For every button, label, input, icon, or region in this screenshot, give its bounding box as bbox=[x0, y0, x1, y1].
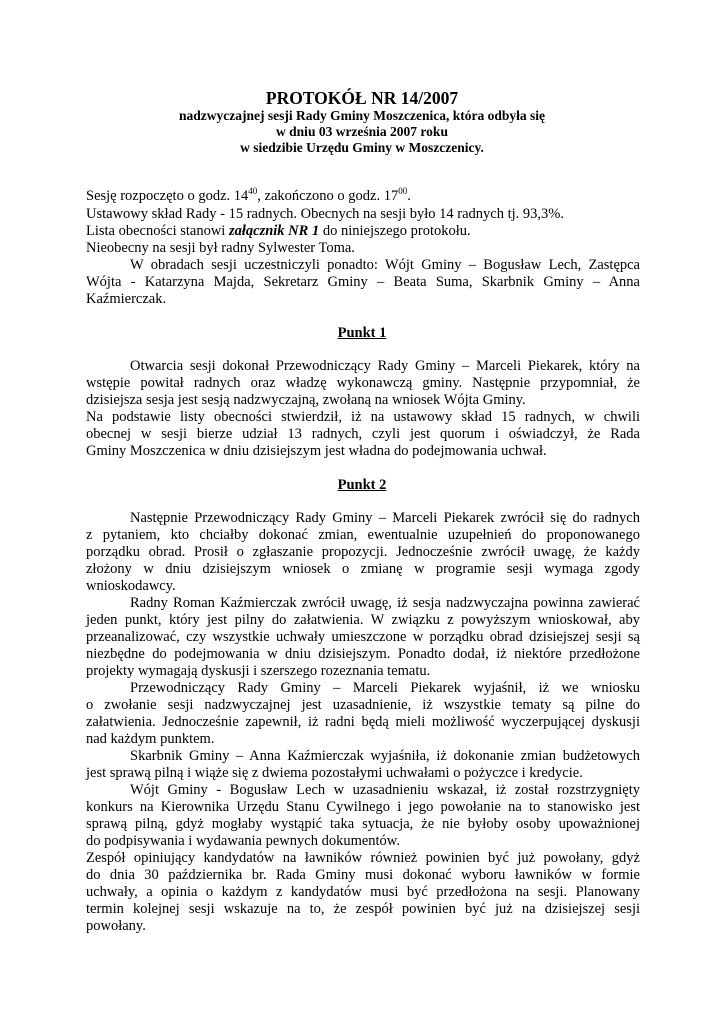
document-subtitle-line-3: w siedzibie Urzędu Gminy w Moszczenicy. bbox=[240, 140, 484, 155]
punkt-2-line: Radny Roman Kaźmierczak zwrócił uwagę, iż sesja nadzwyczajna powinna zawierać bbox=[130, 595, 640, 611]
punkt-2-line: do dnia 30 października br. Rada Gminy musi dokonać wyboru ławników w formie bbox=[86, 867, 640, 883]
participants-line-1: W obradach sesji uczestniczyli ponadto: Wójt Gminy – Bogusław Lech, Zastępca bbox=[130, 257, 640, 273]
punkt-1-line: Na podstawie listy obecności stwierdził, iż na ustawowy skład 15 radnych, w chwili bbox=[86, 409, 640, 425]
attendance-list-note: Lista obecności stanowi załącznik NR 1 do niniejszego protokołu. bbox=[86, 223, 471, 239]
punkt-1-line: obecnej w sesji bierze udział 13 radnych, czyli jest quorum i oświadczył, że Rada bbox=[86, 426, 640, 442]
punkt-2-line: Wójt Gminy - Bogusław Lech w uzasadnieniu wskazał, iż został rozstrzygnięty bbox=[130, 782, 640, 798]
punkt-2-line: Przewodniczący Rady Gminy – Marceli Piekarek wyjaśnił, iż we wniosku bbox=[130, 680, 640, 696]
punkt-2-line: projekty wymagają dyskusji i szerszego rozeznania tematu. bbox=[86, 663, 431, 679]
punkt-2-line: jest sprawą pilną i wiąże się z dwiema pozostałymi uchwałami o pożyczce i kredycie. bbox=[86, 765, 583, 781]
document-subtitle-line-2: w dniu 03 września 2007 roku bbox=[276, 124, 448, 139]
absent-councillor: Nieobecny na sesji był radny Sylwester Toma. bbox=[86, 240, 355, 256]
punkt-2-line: uchwały, a opinia o każdym z kandydatów musi być przedłożona na sesji. Planowany bbox=[86, 884, 640, 900]
punkt-2-line: niezbędne do podejmowania w dniu dzisiejszym. Ponadto dodał, iż niektóre przedłożone bbox=[86, 646, 640, 662]
participants-line-3: Kaźmierczak. bbox=[86, 291, 167, 307]
punkt-2-line: Następnie Przewodniczący Rady Gminy – Marceli Piekarek zwrócił się do radnych bbox=[130, 510, 640, 526]
punkt-1-heading: Punkt 1 bbox=[337, 325, 387, 341]
punkt-2-line: z pytaniem, kto chciałby dokonać zmian, ewentualnie uzupełnień do proponowanego bbox=[86, 527, 640, 543]
punkt-2-line: powołany. bbox=[86, 918, 146, 934]
punkt-2-line: konkurs na Kierownika Urzędu Stanu Cywilnego i jego powołanie na to stanowisko jest bbox=[86, 799, 640, 815]
document-subtitle-line-1: nadzwyczajnej sesji Rady Gminy Moszczenica, która odbyła się bbox=[179, 108, 545, 123]
punkt-1-line: Otwarcia sesji dokonał Przewodniczący Rady Gminy – Marceli Piekarek, który na bbox=[130, 358, 640, 374]
punkt-2-line: Skarbnik Gminy – Anna Kaźmierczak wyjaśniła, iż dokonanie zmian budżetowych bbox=[130, 748, 640, 764]
punkt-1-line: wstępie powitał radnych oraz władzę wykonawczą gminy. Następnie przypomniał, że bbox=[86, 375, 640, 391]
punkt-1-line: Gminy Moszczenica w dniu dzisiejszym jest władna do podejmowania uchwał. bbox=[86, 443, 547, 459]
punkt-2-line: złożony w dniu dzisiejszym wniosek o zmianę w programie sesji wymaga zgody bbox=[86, 561, 640, 577]
punkt-2-heading: Punkt 2 bbox=[337, 477, 387, 493]
punkt-2-line: przeanalizować, czy wszystkie uchwały umieszczone w porządku obrad dzisiejszej sesji są bbox=[86, 629, 640, 645]
participants-line-2: Wójta - Katarzyna Majda, Sekretarz Gminy – Beata Suma, Skarbnik Gminy – Anna bbox=[86, 274, 640, 290]
session-times: Sesję rozpoczęto o godz. $14^{40}$, zakończono o godz. $17^{00}$. bbox=[86, 186, 411, 204]
council-composition: Ustawowy skład Rady - 15 radnych. Obecnych na sesji było 14 radnych tj. 93,3%. bbox=[86, 206, 564, 222]
punkt-2-line: Zespół opiniujący kandydatów na ławników również powinien być już powołany, gdyż bbox=[86, 850, 640, 866]
punkt-1-line: dzisiejsza sesja jest sesją nadzwyczajną, zwołaną na wniosek Wójta Gminy. bbox=[86, 392, 526, 408]
punkt-2-line: załatwienia. Jednocześnie zapewnił, iż radni będą mieli możliwość wyczerpującej dyskusji bbox=[86, 714, 640, 730]
punkt-2-line: do podpisywania i wydawania pewnych dokumentów. bbox=[86, 833, 400, 849]
punkt-2-line: wnioskodawcy. bbox=[86, 578, 176, 594]
punkt-2-line: termin kolejnej sesji wskazuje na to, że zespół powinien być już na dzisiejszej sesji bbox=[86, 901, 640, 917]
punkt-2-line: porządku obrad. Prosił o zgłaszanie propozycji. Jednocześnie zwrócił uwagę, że każdy bbox=[86, 544, 640, 560]
punkt-2-line: nad każdym punktem. bbox=[86, 731, 215, 747]
punkt-2-line: jeden punkt, który jest pilny do załatwienia. W związku z powyższym wnioskował, aby bbox=[86, 612, 640, 628]
document-title: PROTOKÓŁ NR 14/2007 bbox=[265, 88, 459, 108]
punkt-2-line: sprawą pilną, gdyż mogłaby wystąpić taka sytuacja, że nie byłoby osoby upoważnionej bbox=[86, 816, 640, 832]
punkt-2-line: o zwołanie sesji nadzwyczajnej jest uzasadnienie, iż wszystkie tematy są pilne do bbox=[86, 697, 640, 713]
